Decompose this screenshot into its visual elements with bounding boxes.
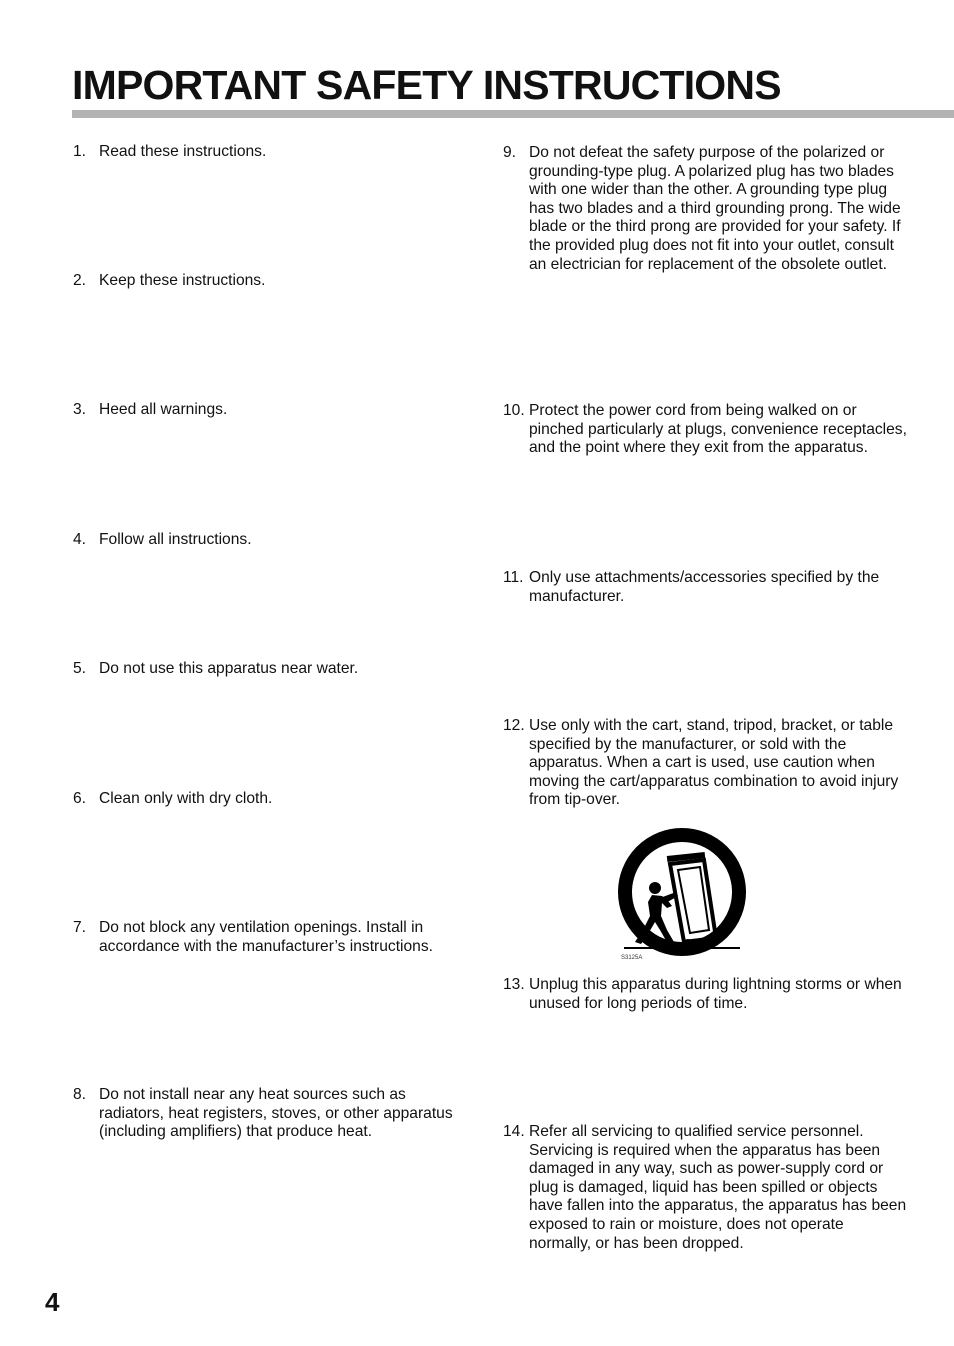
item-text: Do not block any ventilation openings. Install in accordance with the manufacturer’s instructions.	[99, 919, 433, 955]
item-text: Refer all servicing to qualified service personnel. Servicing is required when the apparatus has been damaged in any way, such as power-supply cord or plug is damaged, liquid has been spilled or objects have fallen into the apparatus, the apparatus has been exposed to rain or moisture, does not operate normally, or has been dropped.	[529, 1123, 907, 1252]
item-text: Protect the power cord from being walked on or pinched particularly at plugs, convenience receptacles, and the point where they exit from the apparatus.	[529, 402, 907, 457]
item-text: Clean only with dry cloth.	[99, 790, 273, 807]
item-text: Heed all warnings.	[99, 401, 228, 418]
illustration-code-label: S3125A	[621, 955, 643, 961]
item-number: 14.	[503, 1123, 525, 1140]
item-number: 12.	[503, 717, 525, 734]
item-text: Follow all instructions.	[99, 531, 252, 548]
page-number: 4	[45, 1287, 60, 1317]
item-text: Read these instructions.	[99, 143, 267, 160]
instruction-item-12	[503, 717, 907, 810]
item-number: 6.	[73, 790, 87, 807]
item-number: 9.	[503, 144, 517, 161]
instruction-item-9	[503, 144, 907, 274]
instruction-item-10	[503, 402, 907, 458]
item-text: Do not install near any heat sources such as radiators, heat registers, stoves, or other apparatus (including amplifiers) that produce heat.	[99, 1086, 453, 1141]
instruction-item-4	[73, 531, 473, 550]
item-text: Use only with the cart, stand, tripod, bracket, or table specified by the manufacturer, or sold with the apparatus. When a cart is used, use caution when moving the cart/apparatus combination to avoid injury from tip-over.	[529, 717, 899, 809]
item-number: 4.	[73, 531, 87, 548]
instruction-item-7	[73, 919, 473, 956]
instruction-item-5	[73, 660, 473, 679]
item-text: Do not use this apparatus near water.	[99, 660, 359, 677]
item-text: Keep these instructions.	[99, 272, 266, 289]
item-number: 8.	[73, 1086, 87, 1103]
instruction-item-2	[73, 272, 473, 291]
instruction-item-6	[73, 790, 473, 809]
item-number: 3.	[73, 401, 87, 418]
instruction-item-8	[73, 1086, 473, 1142]
item-text: Unplug this apparatus during lightning storms or when unused for long periods of time.	[529, 976, 902, 1012]
page-title: IMPORTANT SAFETY INSTRUCTIONS	[72, 62, 781, 108]
title-underline	[72, 110, 954, 118]
item-number: 5.	[73, 660, 87, 677]
item-number: 2.	[73, 272, 87, 289]
item-number: 13.	[503, 976, 525, 993]
instruction-item-14	[503, 1123, 907, 1253]
instruction-item-1	[73, 143, 473, 162]
item-number: 10.	[503, 402, 525, 419]
instruction-item-11	[503, 569, 907, 606]
item-number: 11.	[503, 569, 524, 586]
item-number: 1.	[73, 143, 87, 160]
instruction-item-13	[503, 976, 907, 1013]
item-number: 7.	[73, 919, 87, 936]
instruction-item-3	[73, 401, 473, 420]
item-text: Only use attachments/accessories specified by the manufacturer.	[529, 569, 880, 605]
item-text: Do not defeat the safety purpose of the polarized or grounding-type plug. A polarized plug has two blades with one wider than the other. A grounding type plug has two blades and a third grounding prong. The wide blade or the third prong are provided for your safety. If the provided plug does not fit into your outlet, consult an electrician for replacement of the obsolete outlet.	[529, 144, 901, 273]
cart-tip-over-warning-icon	[612, 826, 752, 966]
